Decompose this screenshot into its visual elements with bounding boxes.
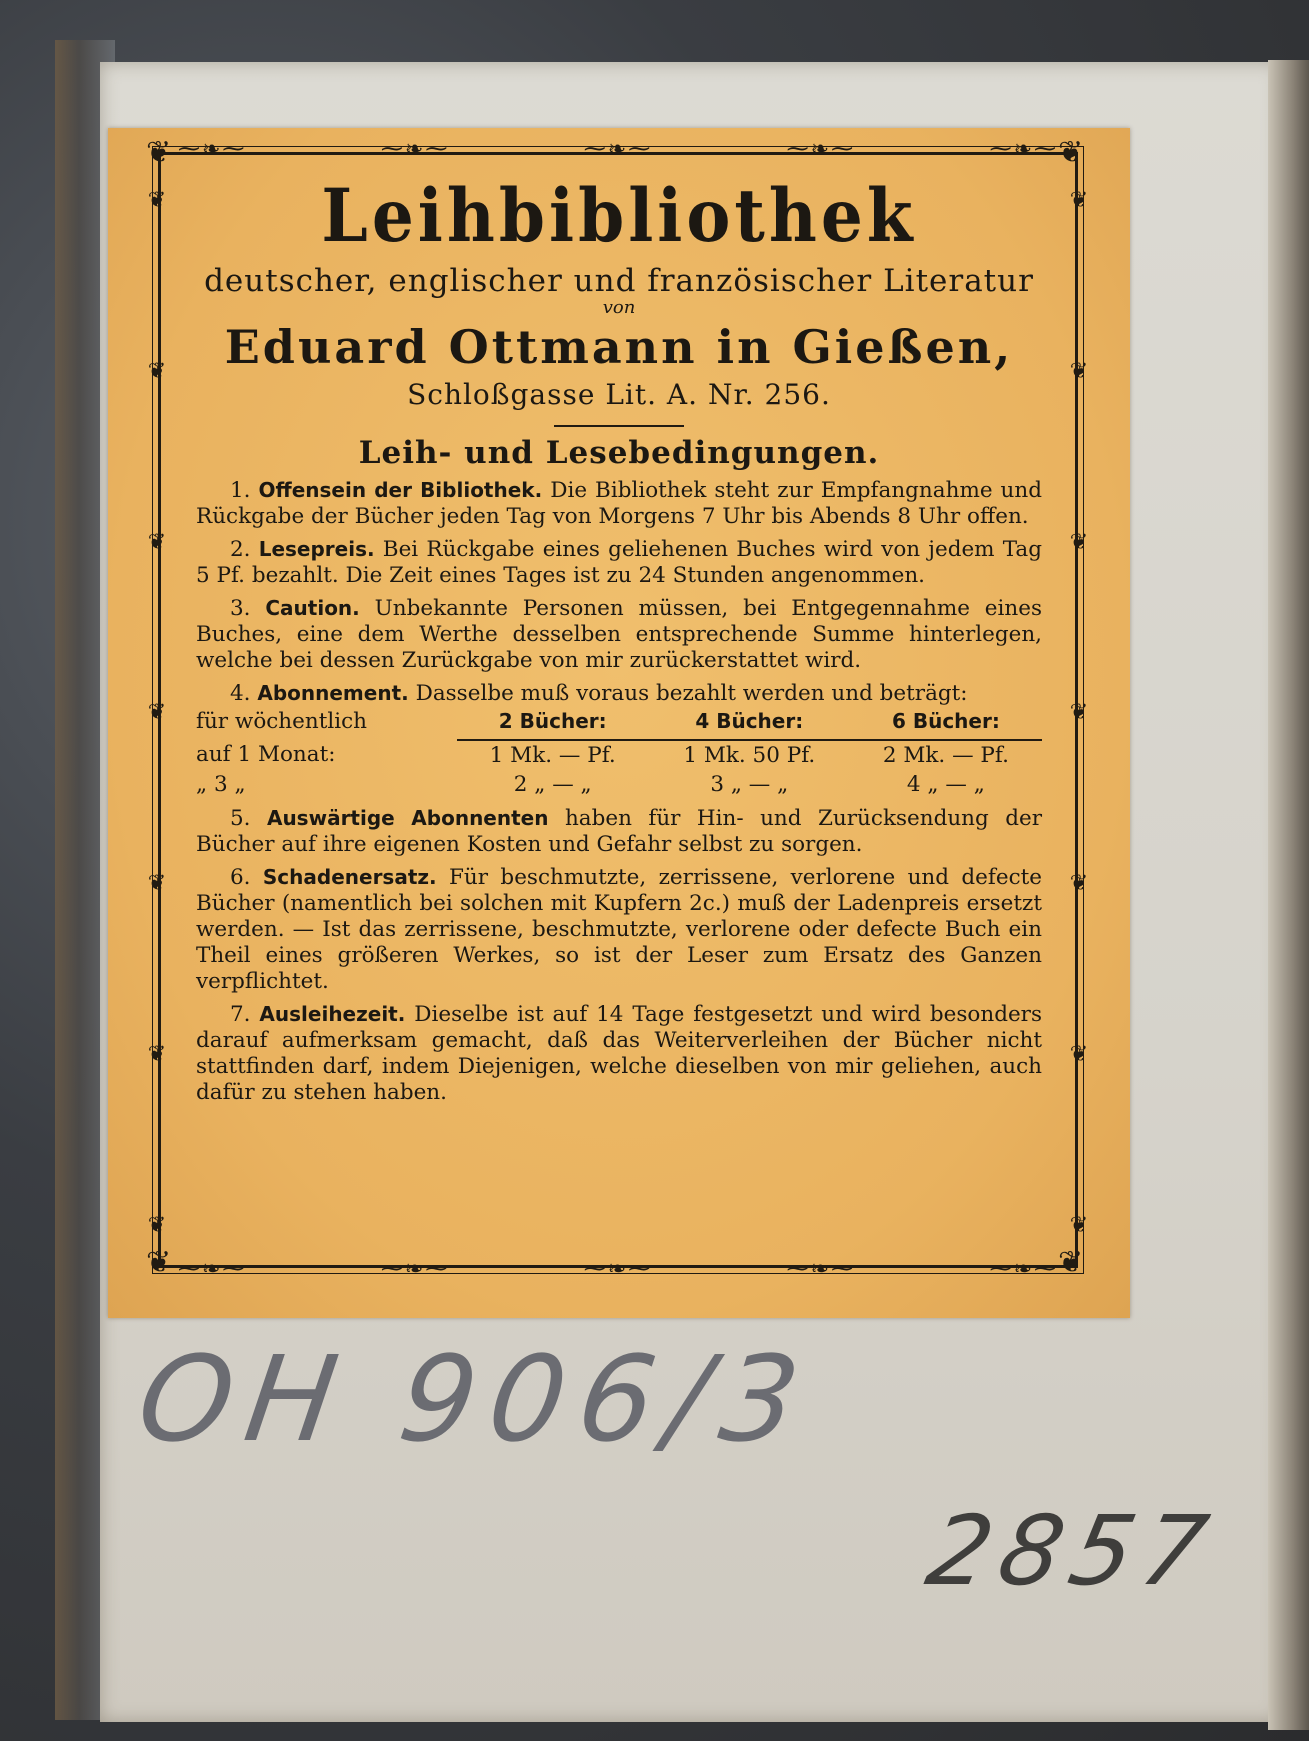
table-header-row bbox=[196, 709, 1042, 740]
scroll-ornament-icon: ❦ bbox=[147, 871, 167, 897]
table-cell: 2 „ — „ bbox=[513, 772, 592, 798]
condition-head: Caution. bbox=[265, 596, 360, 621]
condition-item bbox=[196, 536, 1042, 589]
subscription-table bbox=[196, 709, 1042, 799]
condition-head: Offensein der Bibliothek. bbox=[258, 478, 543, 503]
scroll-ornament-icon: ⁓❧⁓ bbox=[989, 136, 1058, 162]
scroll-ornament-icon: ⁓❧⁓ bbox=[989, 1256, 1058, 1282]
scroll-ornament-icon: ❦ bbox=[147, 700, 167, 726]
library-label bbox=[108, 128, 1130, 1318]
scroll-ornament-icon: ⁓❧⁓ bbox=[178, 136, 247, 162]
scroll-ornament-icon: ❦ bbox=[147, 1212, 167, 1238]
condition-text: haben für Hin- und Zurücksendung der Bücher auf ihre eigenen Kosten und Gefahr selbst zu sorgen. bbox=[196, 806, 1042, 858]
left-ornament-column bbox=[146, 188, 168, 1238]
condition-item bbox=[196, 595, 1042, 674]
condition-text: Bei Rückgabe eines geliehenen Buches wird von jedem Tag 5 Pf. bezahlt. Die Zeit eines Tages ist zu 24 Stunden angenommen. bbox=[196, 537, 1042, 589]
condition-text: Unbekannte Personen müssen, bei Entgegennahme eines Buches, eine dem Werthe desselben entsprechende Summe hinterlegen, welche bei dessen Zurückgabe von mir zurückerstattet wird. bbox=[196, 596, 1042, 674]
condition-number: 7. bbox=[230, 1002, 251, 1028]
condition-text: Die Bibliothek steht zur Empfangnahme und Rückgabe der Bücher jeden Tag von Morgens 7 Uhr bis Abends 8 Uhr offen. bbox=[196, 478, 1043, 530]
right-ornament-column bbox=[1068, 188, 1090, 1238]
corner-ornament-icon: ❦ bbox=[146, 135, 172, 170]
scroll-ornament-icon: ❦ bbox=[1069, 529, 1089, 555]
condition-item bbox=[196, 680, 1042, 707]
library-title: Leihbibliothek bbox=[321, 173, 917, 259]
condition-text: Für beschmutzte, zerrissene, verlorene und defecte Bücher (namentlich bei solchen mit Kupfern 2c.) muß der Ladenpreis ersetzt werden. — Ist das zerrissene, beschmutzte, verlorene oder defecte Buch ein Theil eines größeren Werkes, so ist der Leser zum Ersatz des Ganzen verpflichtet. bbox=[196, 865, 1042, 995]
condition-item bbox=[196, 1001, 1042, 1106]
scroll-ornament-icon: ⁓❧⁓ bbox=[380, 1256, 450, 1282]
scroll-ornament-icon: ❦ bbox=[1069, 1042, 1089, 1068]
table-cell: 3 „ — „ bbox=[710, 772, 789, 798]
top-ornament-row bbox=[178, 136, 1058, 162]
scroll-ornament-icon: ⁓❧⁓ bbox=[380, 136, 450, 162]
condition-number: 4. bbox=[230, 681, 251, 707]
owner-name: Eduard Ottmann in Gießen, bbox=[224, 320, 1014, 375]
condition-item bbox=[196, 864, 1042, 995]
table-cell: „ 3 „ bbox=[196, 772, 246, 798]
condition-item bbox=[196, 805, 1042, 858]
corner-ornament-icon: ❦ bbox=[1058, 135, 1084, 170]
condition-head: Ausleihezeit. bbox=[259, 1002, 406, 1027]
condition-number: 3. bbox=[230, 596, 251, 622]
divider bbox=[554, 425, 684, 427]
table-row bbox=[196, 740, 1042, 770]
table-cell: 4 „ — „ bbox=[906, 772, 985, 798]
scroll-ornament-icon: ❦ bbox=[1069, 700, 1089, 726]
page-edge bbox=[1268, 60, 1309, 1730]
condition-text: Dieselbe ist auf 14 Tage festgesetzt und wird besonders darauf aufmerksam gemacht, daß das Weiterverleihen der Bücher nicht stattfinden darf, indem Diejenigen, welche dieselben von mir geliehen, auch dafür zu stehen haben. bbox=[196, 1002, 1042, 1106]
table-row bbox=[196, 770, 1042, 799]
conditions-heading: Leih- und Lesebedingungen. bbox=[358, 435, 880, 472]
scroll-ornament-icon: ❦ bbox=[1069, 358, 1089, 384]
condition-head: Schadenersatz. bbox=[262, 865, 437, 890]
scroll-ornament-icon: ❦ bbox=[147, 188, 167, 213]
condition-number: 1. bbox=[230, 478, 251, 504]
bottom-ornament-row bbox=[178, 1256, 1058, 1282]
scroll-ornament-icon: ⁓❧⁓ bbox=[786, 136, 856, 162]
corner-ornament-icon: ❦ bbox=[146, 1245, 172, 1280]
scroll-ornament-icon: ⁓❧⁓ bbox=[583, 1256, 653, 1282]
scroll-ornament-icon: ❦ bbox=[1069, 1212, 1089, 1238]
condition-head: Lesepreis. bbox=[258, 537, 375, 562]
table-cell: auf 1 Monat: bbox=[196, 742, 336, 768]
owner-address: Schloßgasse Lit. A. Nr. 256. bbox=[407, 378, 831, 412]
von-text: von bbox=[602, 297, 636, 319]
condition-head: Auswärtige Abonnenten bbox=[266, 806, 549, 831]
scroll-ornament-icon: ❦ bbox=[147, 1042, 167, 1068]
table-header-cell: 2 Bücher: bbox=[457, 709, 649, 740]
handwritten-number: 2857 bbox=[918, 1495, 1227, 1607]
corner-ornament-icon: ❦ bbox=[1058, 1245, 1084, 1280]
condition-number: 5. bbox=[230, 806, 251, 832]
table-header-cell: 6 Bücher: bbox=[850, 709, 1042, 740]
label-content bbox=[196, 173, 1043, 1106]
scroll-ornament-icon: ⁓❧⁓ bbox=[786, 1256, 856, 1282]
table-cell: 2 Mk. — Pf. bbox=[882, 743, 1009, 769]
condition-item bbox=[196, 477, 1042, 530]
condition-text: Dasselbe muß voraus bezahlt werden und beträgt: bbox=[415, 681, 968, 707]
scroll-ornament-icon: ❦ bbox=[147, 529, 167, 555]
handwritten-shelfmark: OH 906/3 bbox=[130, 1330, 821, 1468]
scroll-ornament-icon: ⁓❧⁓ bbox=[583, 136, 653, 162]
library-subtitle: deutscher, englischer und französischer Literatur bbox=[204, 263, 1034, 300]
table-header-cell: 4 Bücher: bbox=[649, 709, 850, 740]
condition-number: 2. bbox=[230, 537, 251, 563]
condition-number: 6. bbox=[230, 865, 251, 891]
scroll-ornament-icon: ❦ bbox=[147, 358, 167, 384]
scroll-ornament-icon: ⁓❧⁓ bbox=[178, 1256, 247, 1282]
scroll-ornament-icon: ❦ bbox=[1069, 188, 1089, 213]
condition-head: Abonnement. bbox=[257, 681, 409, 706]
table-header-cell: für wöchentlich bbox=[196, 709, 368, 735]
scroll-ornament-icon: ❦ bbox=[1069, 871, 1089, 897]
table-cell: 1 Mk. 50 Pf. bbox=[683, 743, 816, 769]
table-cell: 1 Mk. — Pf. bbox=[489, 743, 616, 769]
